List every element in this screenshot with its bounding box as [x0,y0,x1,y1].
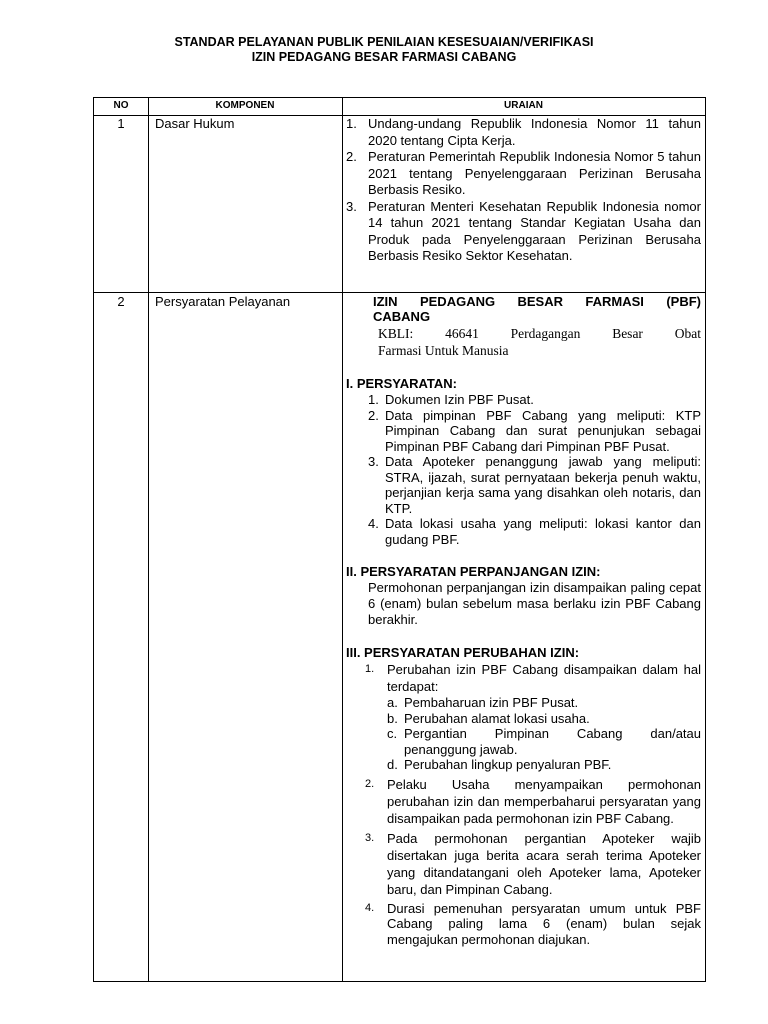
pbf-title-cont: CABANG [373,309,431,324]
perpanjangan-text: Permohonan perpanjangan izin disampaikan paling cepat 6 (enam) bulan sebelum masa berlaku izin PBF Cabang berakhir. [368,580,701,627]
list-item: b. Perubahan alamat lokasi usaha. [387,710,590,726]
row1-komponen: Dasar Hukum [155,116,235,131]
row-divider [94,292,705,293]
section-perpanjangan-heading: II. PERSYARATAN PERPANJANGAN IZIN: [346,564,601,579]
list-item: 1. Perubahan izin PBF Cabang disampaikan dalam hal terdapat: [365,662,701,694]
list-item: 3. Peraturan Menteri Kesehatan Republik Indonesia nomor 14 tahun 2021 tentang Standar Kegiatan Usaha dan Produk pada Penyelenggaraan Perizinan Berusaha Berbasis Resiko Sektor Kesehatan. [346,198,701,263]
list-item: 3. Data Apoteker penanggung jawab yang meliputi: STRA, ijazah, surat pernyataan bekerja penuh waktu, perjanjian kerja sama yang disahkan oleh notaris, dan KTP. [368,454,701,516]
list-item: 2. Pelaku Usaha menyampaikan permohonan perubahan izin dan memperbaharui persyaratan yang disampaikan pada permohonan izin PBF Cabang. [365,776,701,826]
list-item: 4. Data lokasi usaha yang meliputi: lokasi kantor dan gudang PBF. [368,516,701,547]
header-uraian: URAIAN [504,100,543,111]
list-item: 4. Durasi pemenuhan persyaratan umum untuk PBF Cabang paling lama 6 (enam) bulan sejak mengajukan permohonan diajukan. [365,900,701,947]
row2-no: 2 [117,294,125,309]
list-item: 1. Dokumen Izin PBF Pusat. [368,392,534,407]
list-item: 2. Data pimpinan PBF Cabang yang meliputi: KTP Pimpinan Cabang dan surat penunjukan sebagai Pimpinan PBF Cabang dari Pimpinan PBF Pusat. [368,407,701,454]
pbf-title: IZIN PEDAGANG BESAR FARMASI (PBF) [373,294,701,309]
document-title [0,35,768,65]
list-item: d. Perubahan lingkup penyaluran PBF. [387,757,612,772]
list-item: a. Pembaharuan izin PBF Pusat. [387,695,579,710]
list-item: 1. Undang-undang Republik Indonesia Nomor 11 tahun 2020 tentang Cipta Kerja. [346,116,701,148]
row2-uraian [346,294,701,950]
header-komponen: KOMPONEN [215,100,275,111]
list-item: 2. Peraturan Pemerintah Republik Indonesia Nomor 5 tahun 2021 tentang Penyelenggaraan Perizinan Berusaha Berbasis Resiko. [346,149,701,197]
row1-uraian [346,116,701,265]
title-line-1: STANDAR PELAYANAN PUBLIK PENILAIAN KESESUAIAN/VERIFIKASI [174,35,594,49]
kbli-text: KBLI: 46641 Perdagangan Besar Obat Farmasi Untuk Manusia [378,326,701,358]
row1-no: 1 [117,116,125,131]
standard-table [93,97,706,982]
list-item: 3. Pada permohonan pergantian Apoteker wajib disertakan juga berita acara serah terima Apoteker yang ditandatangani oleh Apoteker lama, Apoteker baru, dan Pimpinan Cabang. [365,830,701,897]
column-divider [342,98,343,981]
title-line-2: IZIN PEDAGANG BESAR FARMASI CABANG [251,50,517,64]
section-perubahan-heading: III. PERSYARATAN PERUBAHAN IZIN: [346,645,580,660]
header-no: NO [113,100,129,111]
list-item: c. Pergantian Pimpinan Cabang dan/atau penanggung jawab. [387,726,701,757]
row2-komponen: Persyaratan Pelayanan [155,294,291,309]
column-divider [148,98,149,981]
section-persyaratan-heading: I. PERSYARATAN: [346,376,457,391]
